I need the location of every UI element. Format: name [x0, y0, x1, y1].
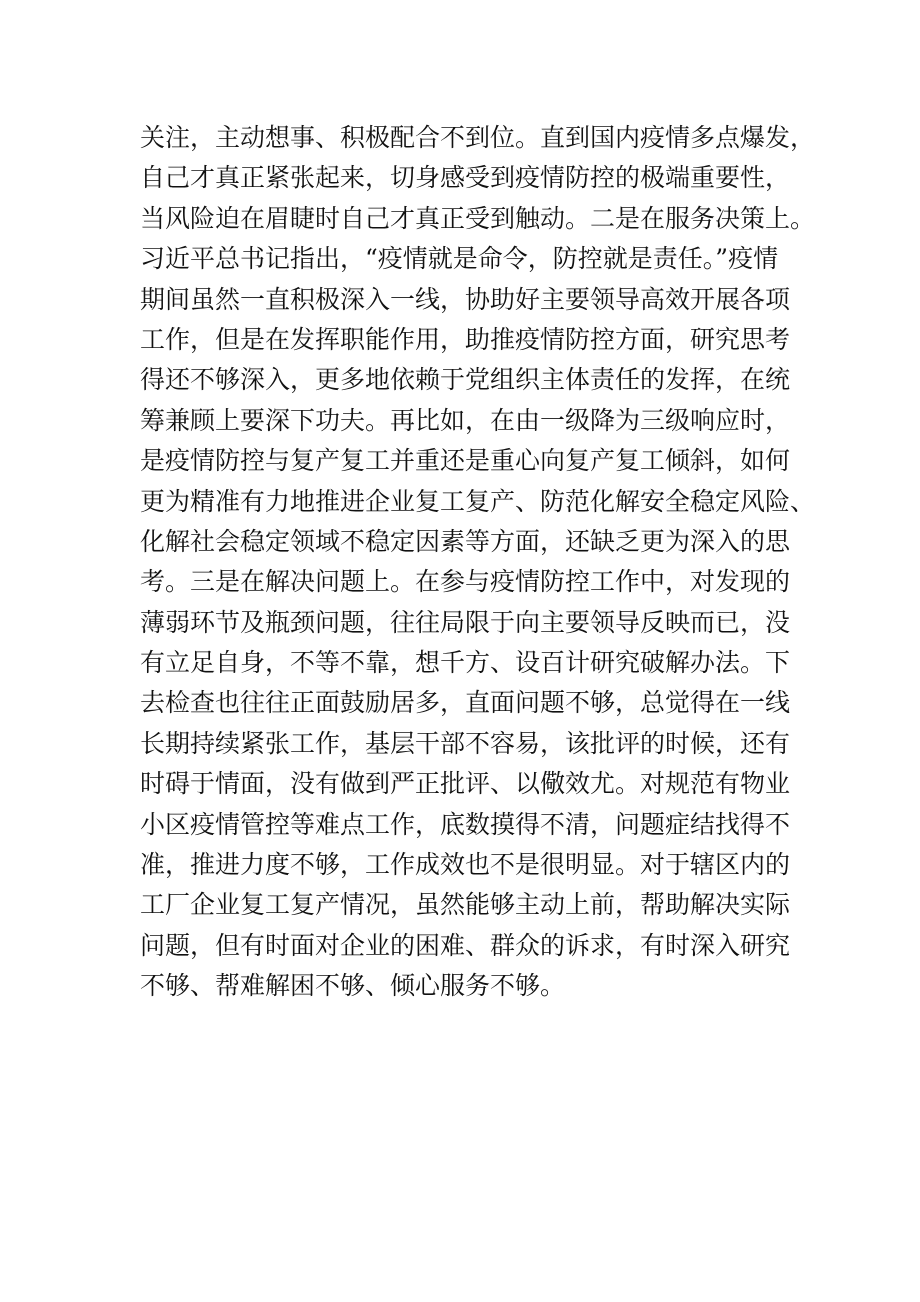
text-line: 薄弱环节及瓶颈问题，往往局限于向主要领导反映而已，没	[140, 607, 791, 637]
text-line: 工作，但是在发挥职能作用，助推疫情防控方面，研究思考	[140, 324, 791, 354]
text-line: 去检查也往往正面鼓励居多，直面问题不够，总觉得在一线	[140, 688, 791, 718]
text-line: 有立足自身，不等不靠，想千方、设百计研究破解办法。下	[140, 648, 791, 678]
body-paragraph	[140, 118, 840, 1007]
text-line: 问题，但有时面对企业的困难、群众的诉求，有时深入研究	[140, 930, 791, 960]
text-line: 准，推进力度不够，工作成效也不是很明显。对于辖区内的	[140, 850, 791, 880]
text-line: 得还不够深入，更多地依赖于党组织主体责任的发挥，在统	[140, 365, 791, 395]
text-line: 习近平总书记指出，“疫情就是命令，防控就是责任。”疫情	[140, 244, 779, 274]
text-line: 小区疫情管控等难点工作，底数摸得不清，问题症结找得不	[140, 809, 791, 839]
text-line: 当风险迫在眉睫时自己才真正受到触动。二是在服务决策上。	[140, 203, 816, 233]
text-line: 关注，主动想事、积极配合不到位。直到国内疫情多点爆发，	[140, 123, 816, 152]
text-line: 考。三是在解决问题上。在参与疫情防控工作中，对发现的	[140, 567, 791, 597]
text-line: 化解社会稳定领域不稳定因素等方面，还缺乏更为深入的思	[140, 526, 791, 556]
text-line: 是疫情防控与复产复工并重还是重心向复产复工倾斜，如何	[140, 446, 791, 476]
text-line: 期间虽然一直积极深入一线，协助好主要领导高效开展各项	[140, 284, 791, 314]
text-line: 更为精准有力地推进企业复工复产、防范化解安全稳定风险、	[140, 486, 816, 516]
text-line: 时碍于情面，没有做到严正批评、以儆效尤。对规范有物业	[140, 769, 791, 799]
text-line: 长期持续紧张工作，基层干部不容易，该批评的时候，还有	[140, 728, 791, 758]
text-line: 工厂企业复工复产情况，虽然能够主动上前，帮助解决实际	[140, 890, 791, 920]
text-line: 不够、帮难解困不够、倾心服务不够。	[140, 971, 566, 1001]
text-line: 自己才真正紧张起来，切身感受到疫情防控的极端重要性，	[140, 163, 791, 193]
text-line: 筹兼顾上要深下功夫。再比如，在由一级降为三级响应时，	[140, 405, 791, 435]
